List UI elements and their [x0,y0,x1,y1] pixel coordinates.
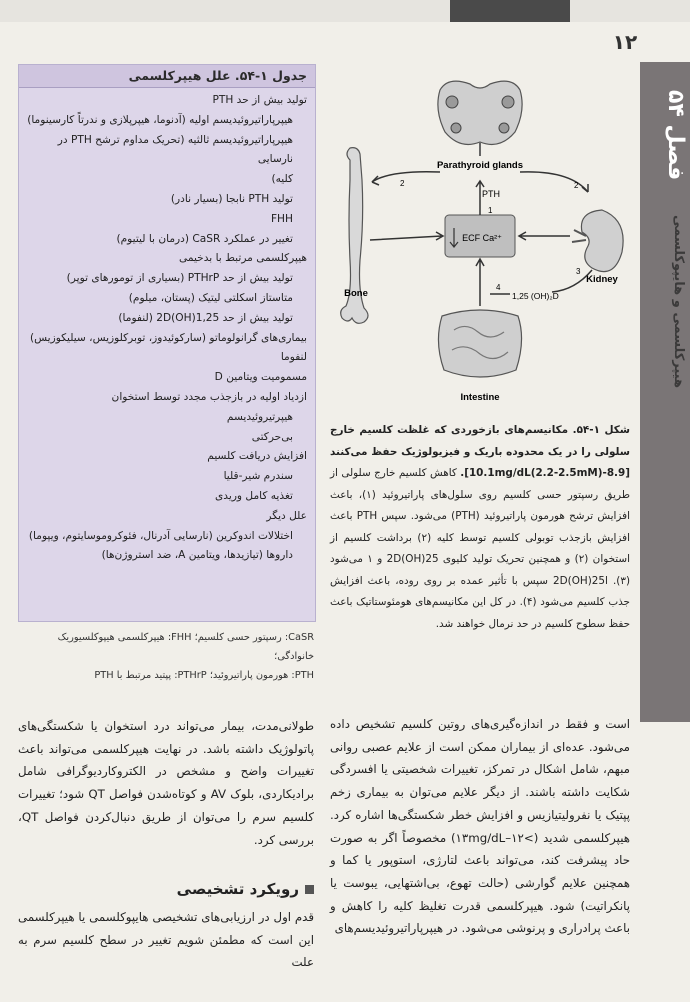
table-row: تولید PTH نابجا (بسیار نادر) [170,192,293,205]
table-row: تولید بیش از حد PTH [212,94,307,106]
table-row: کلیه) [271,173,293,186]
table-title-bar [19,65,315,88]
figure-caption [330,420,630,635]
top-decoration [450,0,570,22]
table-row: بیماری‌های گرانولوماتو (سارکوئیدوز، توبرکلوزیس، سیلیکوزیس) [29,331,307,344]
step-number: 4 [496,283,501,292]
section-title: رویکرد تشخیصی [176,880,299,898]
table-row: تولید بیش از حد 1,25(OH)2D (لنفوما) [118,311,293,324]
footnote-line: PTH: هورمون پاراتیروئید؛ PTHrP: پپتید مرتبط با PTH [94,670,314,681]
pth-label: PTH [482,189,500,199]
ecf-label: ECF Ca²⁺ [462,233,502,243]
arrow-to-bone [372,172,440,182]
section-heading [18,880,314,898]
parathyroid-label: Parathyroid glands [436,160,524,171]
square-bullet-icon [305,885,314,894]
intestine-drawing [438,310,521,377]
caption-head: شکل ۱-۵۴. مکانیسم‌های بازخوردی که غلظت کلسیم خارج سلولی را در یک محدوده باریک و فیزیولوژیک حفظ می‌کنند [8.9-10.1mg/dL(2.2-2.5mM)]. [330,424,631,479]
kidney-label: Kidney [586,274,618,285]
body-text-right: است و فقط در اندازه‌گیری‌های روتین کلسیم تشخیص داده می‌شود. عده‌ای از بیماران ممکن است از علایم عصبی روانی مبهم، شامل اشکال در تمرکز، تغییرات شخصیتی یا افسردگی شکایت داشته باشند. از دیگر علایم می‌توان به بیماری زخم پپتیک یا نفرولیتیازیس و افزایش خطر شکستگی‌ها اشاره کرد. هیپرکلسمی شدید (>۱۲–۱۳mg/dL) مخصوصاً اگر به صورت حاد پیشرفت کند، می‌تواند باعث لتارژی، استوپور یا کما و همچنین علایم گوارشی (حالت تهوع، بی‌اشتهایی، یبوست یا پانکراتیت) شود. هیپرکلسمی قدرت تغلیظ کلیه را کاهش و باعث پرادراری و پرنوشی می‌شود. در هیپرپاراتیروئیدیسم‌های [330,717,630,936]
caption-body: کاهش کلسیم خارج سلولی از طریق رسپتور حسی کلسیم روی سلول‌های پاراتیروئید (۱)، باعث افزایش ترشح هورمون پاراتیروئید (PTH) می‌شود. سپس PTH باعث افزایش بازجذب توبولی کلسیم توسط کلیه (۲) برداشت کلسیم از استخوان (۲) و همچنین تحریک تولید کلیوی 25(OH)2D و ۱ می‌شود (۳). ا25(OH)2D سپس با تأثیر عمده بر روی روده، باعث افزایش جذب کلسیم می‌شود (۴). در کل این مکانیسم‌های هومئوستاتیک باعث حفظ سطوح کلسیم در حد نرمال خواهند شد. [330,467,631,630]
table-row: FHH [270,212,293,225]
kidney-drawing [572,210,623,272]
chapter-subtitle: هیپرکلسمی و هایپوکلسمی [671,215,686,389]
table-row: لنفوما [280,351,307,364]
table-row: تغییر در عملکرد CaSR (درمان با لیتیوم) [116,232,293,245]
table-row: هیپرکلسمی مرتبط با بدخیمی [179,252,307,265]
kidney-to-ecf-arrow [519,232,570,240]
top-band [0,0,690,22]
step-number: 2 [400,179,405,188]
table-row: ازدیاد اولیه در بازجذب مجدد توسط استخوان [111,390,307,403]
table-row: هیپرتیروئیدیسم [226,410,293,423]
table-row: علل دیگر [266,509,307,522]
table-title: جدول ۱-۵۴. علل هیپرکلسمی [128,68,307,83]
body-text-left-continued: قدم اول در ارزیابی‌های تشخیصی هایپوکلسمی یا هیپرکلسمی این است که مطمئن شویم تغییر در سطح کلسیم سرم به علت [18,910,314,970]
table-row: افزایش دریافت کلسیم [207,450,307,463]
table-row: هیپرپاراتیروئیدیسم اولیه (آدنوما، هیپرپلازی و ندرتاً کارسینوما) [27,113,293,126]
table-body [27,91,307,566]
intestine-to-ecf-arrow [476,259,484,306]
table-row: بی‌حرکتی [251,430,293,443]
footnote-line: CaSR: رسپتور حسی کلسیم؛ FHH: هیپرکلسمی هیپوکلسیوریک خانوادگی؛ [57,632,314,662]
table-footnote [18,628,314,685]
step-number: 1 [488,206,493,215]
step-number: 2 [574,181,579,190]
table-row: اختلالات اندوکرین (نارسایی آدرنال، فئوکروموسایتوم، ویپوما) [28,529,293,542]
bone-label: Bone [344,288,368,299]
parathyroid-glands-drawing [438,81,522,156]
body-text-left: طولانی‌مدت، بیمار می‌تواند درد استخوان یا شکستگی‌های پاتولوژیک داشته باشد. در نهایت هیپرکلسمی می‌تواند باعث تغییرات واضح و مشخص در الکتروکاردیوگرافی شامل برادیکاردی، بلوک AV و کوتاه‌شدن فواصل QT شود؛ تغییرات کلسیم سرم را می‌توان از طریق دنبال‌کردن فواصل QT، بررسی کرد. [18,719,314,847]
vitd-label: 1,25 (OH)₂D [512,291,559,301]
step-number: 3 [576,267,581,276]
table-row: متاستاز اسکلتی لیتیک (پستان، میلوم) [128,291,293,304]
table-row: داروها (تیازیدها، ویتامین A، ضد استروژن‌ها) [101,549,293,562]
table-row: تولید بیش از حد PTHrP (بسیاری از تومورهای توپر) [66,272,293,285]
feedback-figure [330,70,630,415]
page-number: ۱۲ [612,30,638,54]
table-row: مسمومیت ویتامین D [214,371,307,384]
table-row: هیپرپاراتیروئیدیسم ثالثیه (تحریک مداوم ترشح PTH در نارسایی [57,133,293,166]
bone-to-ecf-arrow [370,232,443,240]
causes-table [18,64,316,622]
intestine-label: Intestine [460,392,500,403]
table-row: تغذیه کامل وریدی [215,489,293,502]
chapter-label: فصل ۵۴ [663,90,688,181]
table-row: سندرم شیر-قلیا [223,470,293,483]
